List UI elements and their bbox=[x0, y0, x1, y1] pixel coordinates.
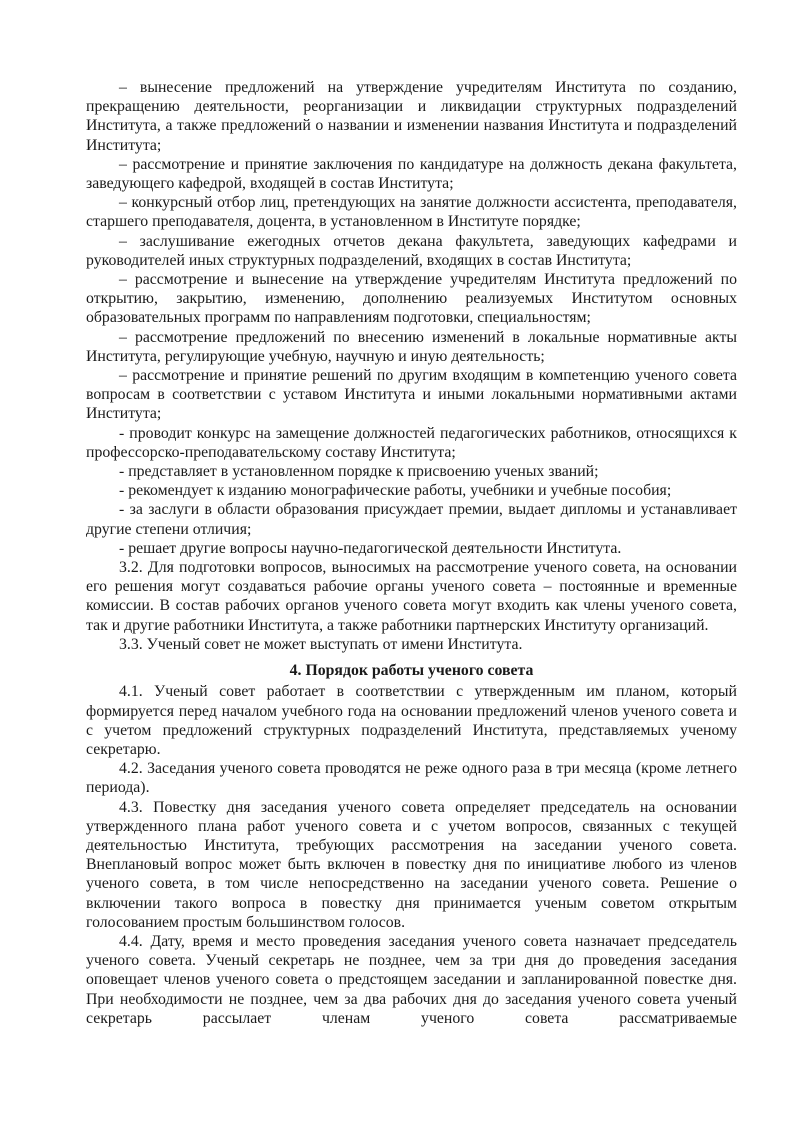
paragraph: - представляет в установленном порядке к присвоению ученых званий; bbox=[119, 463, 599, 481]
paragraph: – заслушивание ежегодных отчетов декана факультета, заведующих кафедрами и руководителей иных структурных подразделений, входящих в состав Института; bbox=[86, 232, 737, 269]
paragraph: - проводит конкурс на замещение должностей педагогических работников, относящихся к профессорско-преподавательскому составу Института; bbox=[86, 424, 737, 461]
paragraph: – рассмотрение и принятие решений по другим входящим в компетенцию ученого совета вопросам в соответствии с уставом Института и иными локальными нормативными актами Института; bbox=[86, 367, 737, 423]
paragraph: 4.4. Дату, время и место проведения заседания ученого совета назначает председатель ученого совета. Ученый секретарь не позднее, чем за три дня до проведения заседания оповещает членов ученого совета о предстоящем заседании и запланированной повестке дня. При необходимости не позднее, чем за два рабочих дня до заседания ученого совета ученый секретарь рассылает членам ученого совета рассматриваемые bbox=[86, 932, 737, 1027]
paragraph: 3.2. Для подготовки вопросов, выносимых на рассмотрение ученого совета, на основании его решения могут создаваться рабочие органы ученого совета – постоянные и временные комиссии. В состав рабочих органов ученого совета могут входить как члены ученого совета, так и другие работники Института, а также работники партнерских Институту организаций. bbox=[86, 559, 737, 634]
paragraph: – конкурсный отбор лиц, претендующих на занятие должности ассистента, преподавателя, старшего преподавателя, доцента, в установленном в Институте порядке; bbox=[86, 194, 737, 231]
paragraph: – рассмотрение и принятие заключения по кандидатуре на должность декана факультета, заведующего кафедрой, входящей в состав Института; bbox=[86, 155, 737, 193]
paragraph: 4.2. Заседания ученого совета проводятся не реже одного раза в три месяца (кроме летнего периода). bbox=[86, 760, 737, 797]
document-body bbox=[86, 78, 737, 1028]
paragraph: 4.3. Повестку дня заседания ученого совета определяет председатель на основании утвержденного плана работ ученого совета и с учетом вопросов, связанных с текущей деятельностью Института, требующих рассмотрения на заседании ученого совета. Внеплановый вопрос может быть включен в повестку дня по инициативе любого из членов ученого совета, в том числе непосредственно на заседании ученого совета. Решение о включении такого вопроса в повестку дня принимается ученым советом открытым голосованием простым большинством голосов. bbox=[86, 798, 737, 931]
paragraph: 3.3. Ученый совет не может выступать от имени Института. bbox=[119, 635, 523, 653]
paragraph: – рассмотрение предложений по внесению изменений в локальные нормативные акты Института, регулирующие учебную, научную и иную деятельность; bbox=[86, 328, 737, 365]
paragraph: – рассмотрение и вынесение на утверждение учредителям Института предложений по открытию, закрытию, изменению, дополнению реализуемых Институтом основных образовательных программ по направлениям подготовки, специальностям; bbox=[86, 271, 737, 327]
paragraph: - решает другие вопросы научно-педагогической деятельности Института. bbox=[119, 539, 622, 557]
paragraph: 4.1. Ученый совет работает в соответствии с утвержденным им планом, который формируется перед началом учебного года на основании предложений членов ученого совета и с учетом предложений структурных подразделений Института, представляемых ученому секретарю. bbox=[86, 683, 737, 758]
section-heading: 4. Порядок работы ученого совета bbox=[289, 662, 534, 680]
paragraph: - рекомендует к изданию монографические работы, учебники и учебные пособия; bbox=[119, 482, 672, 500]
paragraph: – вынесение предложений на утверждение учредителям Института по созданию, прекращению деятельности, реорганизации и ликвидации структурных подразделений Института, а также предложений о названии и изменении названия Института и подразделений Института; bbox=[86, 79, 737, 154]
paragraph: - за заслуги в области образования присуждает премии, выдает дипломы и устанавливает другие степени отличия; bbox=[86, 501, 737, 538]
